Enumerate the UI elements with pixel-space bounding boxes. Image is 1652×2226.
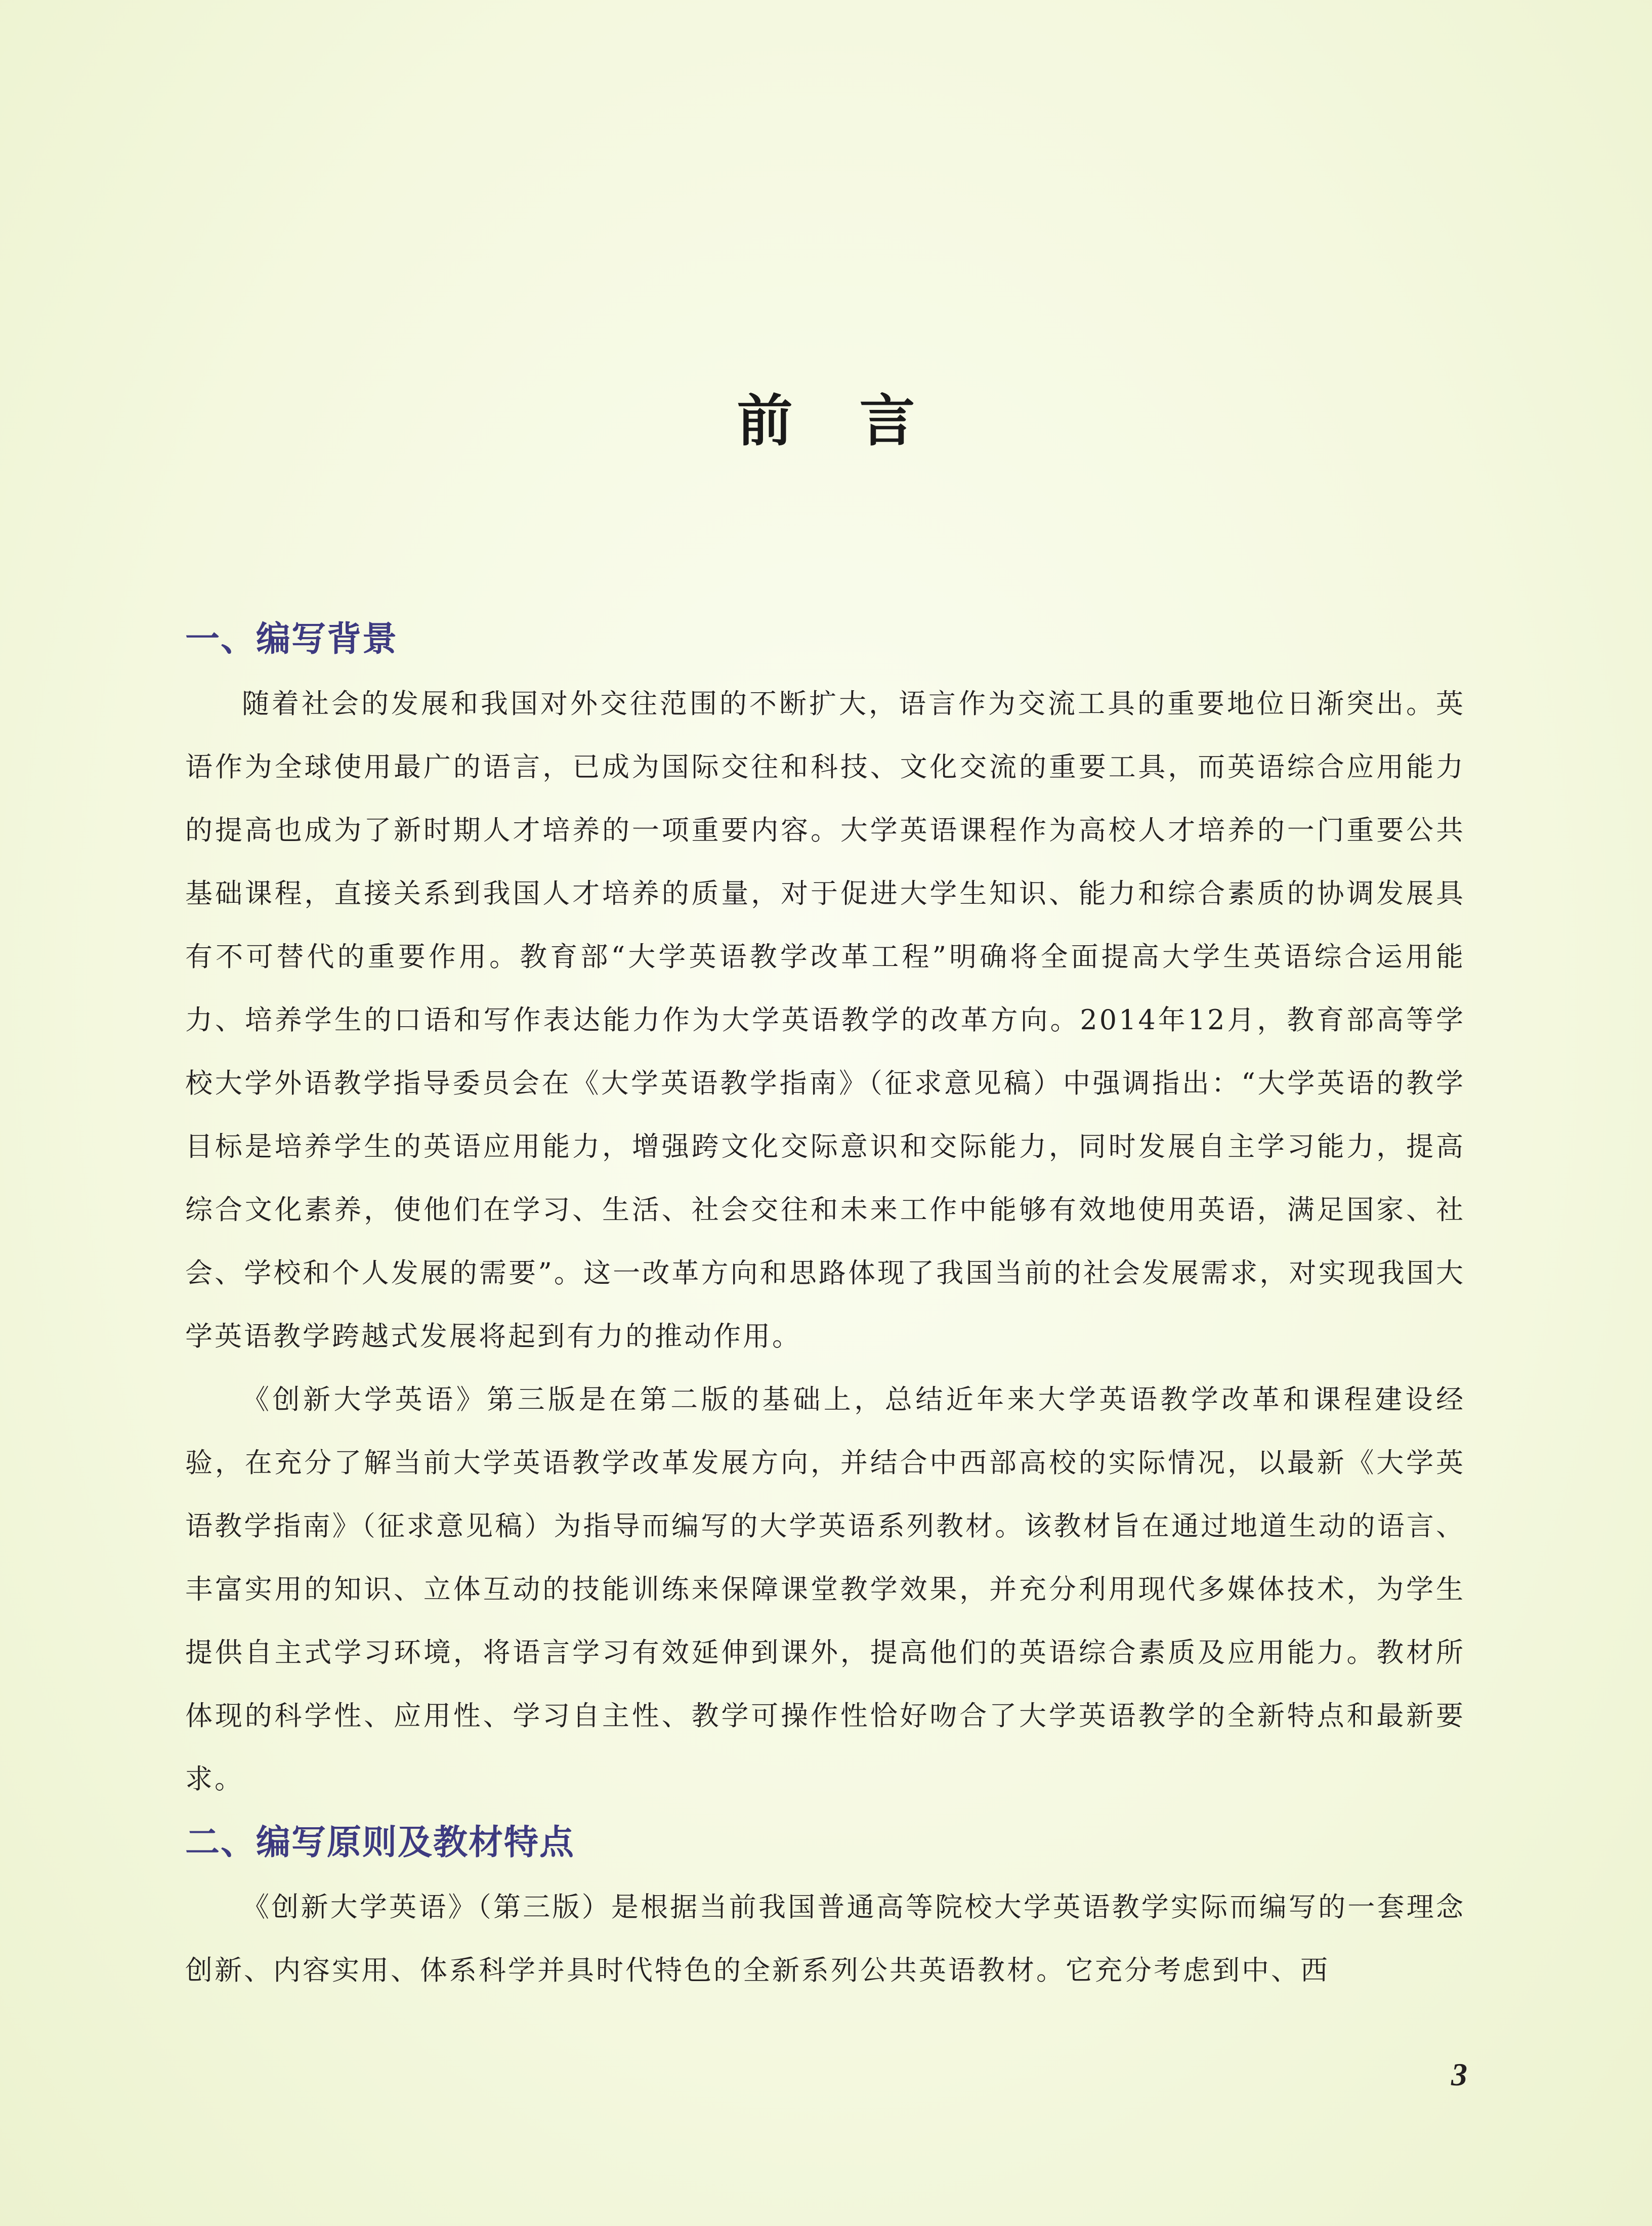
body-content — [185, 607, 1465, 2002]
page-number: 3 — [1451, 2056, 1467, 2092]
section-heading-background: 一、编写背景 — [185, 619, 398, 659]
page-title: 前言 — [737, 388, 982, 453]
section-heading-principles: 二、编写原则及教材特点 — [185, 1823, 575, 1863]
paragraph-principles-1: 《创新大学英语》（第三版）是根据当前我国普通高等院校大学英语教学实际而编写的一套理念创新、内容实用、体系科学并具时代特色的全新系列公共英语教材。它充分考虑到中、西 — [185, 1891, 1465, 1986]
paragraph-background-1: 随着社会的发展和我国对外交往范围的不断扩大，语言作为交流工具的重要地位日渐突出。英语作为全球使用最广的语言，已成为国际交往和科技、文化交流的重要工具，而英语综合应用能力的提高也成为了新时期人才培养的一项重要内容。大学英语课程作为高校人才培养的一门重要公共基础课程，直接关系到我国人才培养的质量，对于促进大学生知识、能力和综合素质的协调发展具有不可替代的重要作用。教育部“大学英语教学改革工程”明确将全面提高大学生英语综合运用能力、培养学生的口语和写作表达能力作为大学英语教学的改革方向。2014年12月，教育部高等学校大学外语教学指导委员会在《大学英语教学指南》（征求意见稿）中强调指出：“大学英语的教学目标是培养学生的英语应用能力，增强跨文化交际意识和交际能力，同时发展自主学习能力，提高综合文化素养，使他们在学习、生活、社会交往和未来工作中能够有效地使用英语，满足国家、社会、学校和个人发展的需要”。这一改革方向和思路体现了我国当前的社会发展需求，对实现我国大学英语教学跨越式发展将起到有力的推动作用。 — [185, 688, 1465, 1352]
paragraph-background-2: 《创新大学英语》第三版是在第二版的基础上，总结近年来大学英语教学改革和课程建设经验，在充分了解当前大学英语教学改革发展方向，并结合中西部高校的实际情况，以最新《大学英语教学指南》（征求意见稿）为指导而编写的大学英语系列教材。该教材旨在通过地道生动的语言、丰富实用的知识、立体互动的技能训练来保障课堂教学效果，并充分利用现代多媒体技术，为学生提供自主式学习环境，将语言学习有效延伸到课外，提高他们的英语综合素质及应用能力。教材所体现的科学性、应用性、学习自主性、教学可操作性恰好吻合了大学英语教学的全新特点和最新要求。 — [185, 1383, 1465, 1795]
